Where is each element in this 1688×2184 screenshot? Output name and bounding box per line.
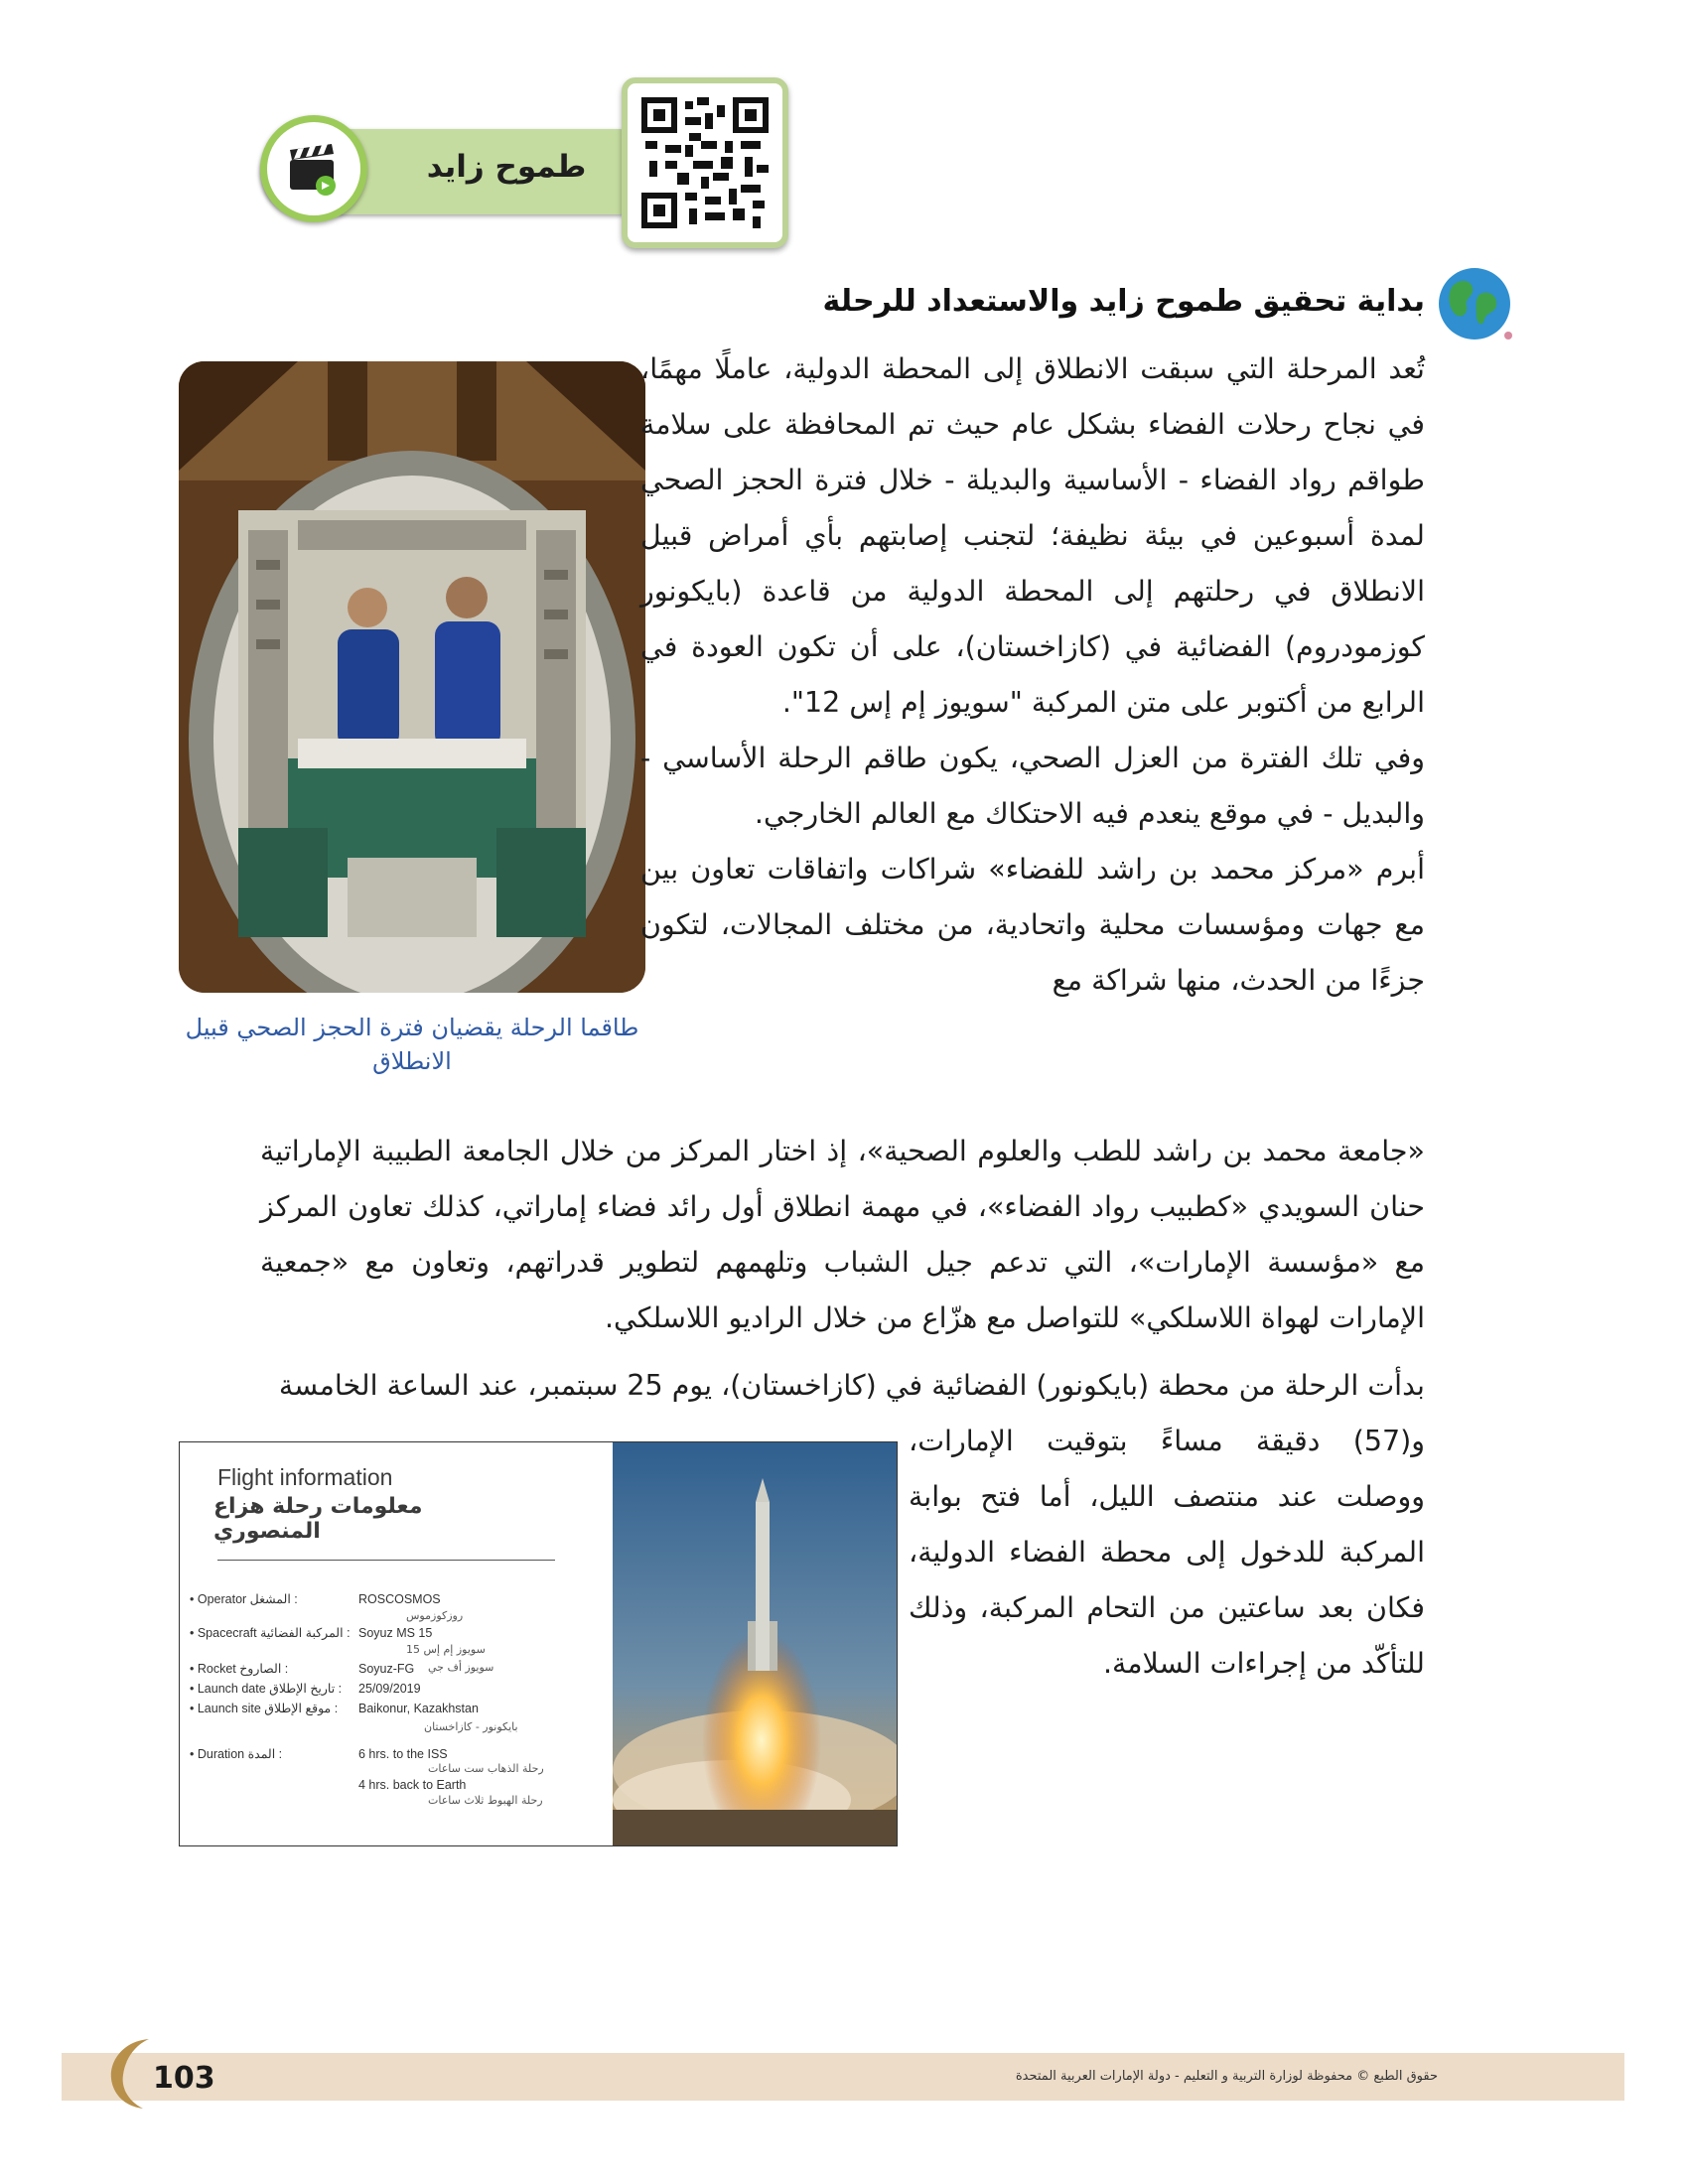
section-heading: بداية تحقيق طموح زايد والاستعداد للرحلة	[822, 284, 1425, 319]
flight-info-title-ar: معلومات رحلة هزاع المنصوري	[213, 1494, 423, 1544]
flight-row-rocket-ar: سويوز أف جي	[428, 1661, 494, 1674]
clapperboard-icon	[284, 140, 344, 200]
flight-row-return-ar: رحلة الهبوط ثلاث ساعات	[428, 1794, 543, 1807]
flight-row-return: 4 hrs. back to Earth	[358, 1778, 467, 1792]
flight-row-operator-ar: روزكوزموس	[406, 1609, 464, 1622]
paragraph-4-end: و(57) دقيقة مساءً بتوقيت الإمارات، ووصلت عند منتصف الليل، أما فتح بوابة المركبة للدخول إلى محطة الفضاء الدولية، فكان بعد ساعتين من التحام المركبة، وذلك للتأكّد من إجراءات السلامة.	[909, 1425, 1425, 1680]
flight-row-operator: • Operator المشغل : ROSCOSMOS	[190, 1592, 441, 1606]
paragraph-3-start: أبرم «مركز محمد بن راشد للفضاء» شراكات واتفاقات تعاون بين مع جهات ومؤسسات محلية واتحادية، من مختلف المجالات، لتكون جزءًا من الحدث، منها شراكة مع	[640, 853, 1425, 997]
flight-row-duration-ar: رحلة الذهاب ست ساعات	[428, 1762, 544, 1775]
flight-row-rocket: • Rocket الصاروخ : Soyuz-FG	[190, 1662, 415, 1676]
banner-title: طموح زايد	[426, 149, 587, 185]
flight-row-spacecraft-ar: سويوز إم إس 15	[406, 1643, 486, 1656]
page-number: 103	[153, 2061, 215, 2096]
flight-row-launch-site-ar: بايكونور - كازاخستان	[424, 1720, 518, 1733]
flight-row-duration: • Duration المدة : 6 hrs. to the ISS	[190, 1747, 448, 1761]
globe-icon	[1435, 264, 1514, 343]
paragraph-quarantine	[640, 341, 1425, 1009]
paragraph-4-start: بدأت الرحلة من محطة (بايكونور) الفضائية في (كازاخستان)، يوم 25 سبتمبر، عند الساعة الخامسة	[278, 1369, 1425, 1402]
flight-info-title-en: Flight information	[217, 1464, 393, 1490]
copyright-text: حقوق الطبع © محفوظة لوزارة التربية و التعليم - دولة الإمارات العربية المتحدة	[1015, 2069, 1438, 2084]
flight-info-card	[179, 1441, 898, 1846]
qr-code-icon	[641, 97, 769, 228]
flight-row-launch-date: • Launch date تاريخ الإطلاق : 25/09/2019	[190, 1682, 421, 1696]
paragraph-3-end: «جامعة محمد بن راشد للطب والعلوم الصحية»، إذ اختار المركز من خلال الجامعة الطبيبة الإماراتية حنان السويدي «كطبيب رواد الفضاء»، في مهمة انطلاق أول رائد فضاء إماراتي، كذلك تعاون المركز مع «مؤسسة الإمارات»، التي تدعم جيل الشباب وتلهمهم لتطوير قدراتهم، وتعاون مع «جمعية الإمارات لهواة اللاسلكي» للتواصل مع هزّاع من خلال الراديو اللاسلكي.	[260, 1135, 1425, 1334]
video-icon-circle[interactable]	[260, 115, 367, 222]
rocket-launch-photo	[613, 1442, 898, 1846]
crew-quarantine-photo	[179, 361, 645, 993]
flight-row-launch-site: • Launch site موقع الإطلاق : Baikonur, Kazakhstan	[190, 1702, 479, 1715]
divider	[217, 1560, 555, 1561]
paragraph-2: وفي تلك الفترة من العزل الصحي، يكون طاقم الرحلة الأساسي - والبديل - في موقع ينعدم فيه الاحتكاك مع العالم الخارجي.	[640, 742, 1425, 830]
qr-code[interactable]	[622, 77, 788, 248]
photo-caption: طاقما الرحلة يقضيان فترة الحجز الصحي قبيل الانطلاق	[185, 1014, 639, 1075]
flight-row-spacecraft: • Spacecraft المركبة الفضائية : Soyuz MS 15	[190, 1626, 433, 1640]
paragraph-1: تُعد المرحلة التي سبقت الانطلاق إلى المحطة الدولية، عاملًا مهمًا، في نجاح رحلات الفضاء بشكل عام حيث تم المحافظة على سلامة طواقم رواد الفضاء - الأساسية والبديلة - خلال فترة الحجز الصحي لمدة أسبوعين في بيئة نظيفة؛ لتجنب إصابتهم بأي أمراض قبيل الانطلاق في رحلتهم إلى المحطة الدولية من قاعدة (بايكونور كوزمودروم) الفضائية في (كازاخستان)، على أن تكون العودة في الرابع من أكتوبر على متن المركبة "سويوز إم إس 12".	[640, 352, 1425, 719]
